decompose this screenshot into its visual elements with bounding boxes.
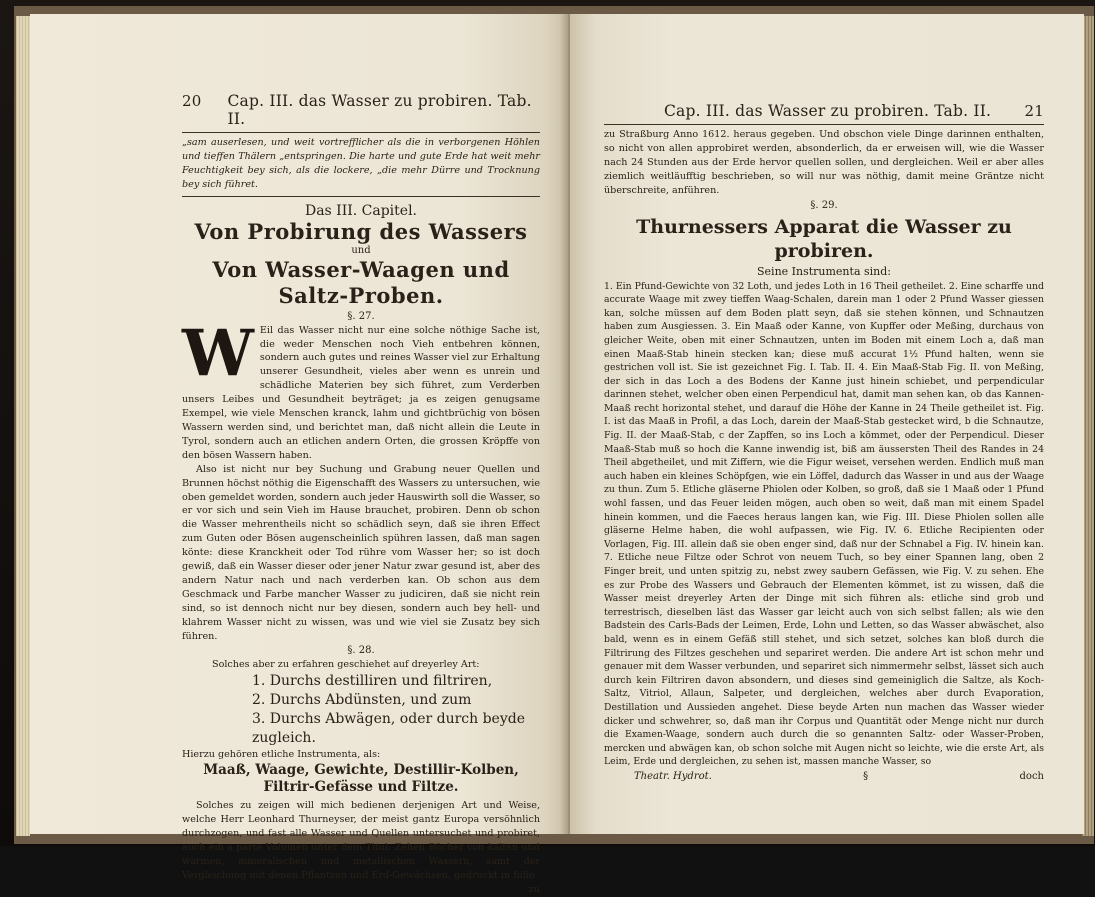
- section-28-heading: §. 28.: [347, 645, 375, 657]
- book: [14, 6, 1094, 895]
- left-running-title: Cap. III. das Wasser zu probiren. Tab. II.: [227, 92, 532, 128]
- section-29-heading: §. 29.: [810, 199, 838, 211]
- right-page-number: 21: [1024, 102, 1044, 120]
- left-running-head: [182, 92, 540, 128]
- right-running-head: [604, 102, 1044, 120]
- instruments-heading: Seine Instrumenta sind:: [757, 264, 891, 278]
- left-intro-quote: „sam auserlesen, und weit vortrefflicher als die in verborgenen Höhlen und tieffen Thälern „entspringen. Die harte und gute Erde hat weit mehr Feuchtigkeit bey sich, als die lockere, „die mehr Dürre und Trocknung bey sich führet.: [182, 137, 540, 190]
- method-list-item: 3. Durchs Abwägen, oder durch beyde zugleich.: [252, 711, 525, 747]
- apparatus-title: Thurnessers Apparat die Wasser zu probiren.: [636, 215, 1012, 262]
- left-fore-edge: [16, 16, 30, 836]
- section-27-heading: §. 27.: [347, 310, 375, 322]
- instruments-intro: Hierzu gehören etliche Instrumenta, als:: [182, 749, 381, 761]
- method-list: [182, 672, 540, 748]
- chapter-title-und: und: [351, 244, 371, 256]
- chapter-title-line2: Von Wasser-Waagen und Saltz-Proben.: [212, 256, 510, 308]
- paragraph-27b: Also ist nicht nur bey Suchung und Grabung neuer Quellen und Brunnen höchst nöthig die Eigenschafft des Wassers zu untersuchen, wie oben gemeldet worden, sondern auch jeder Hauswirth soll die Wasser, so er vor sich und sein Vieh im Hause brauchet, probiren. Denn ob schon die Wasser mehrentheils nicht so schädlich seyn, daß sie ihren Effect zum Guten oder Bösen augenscheinlich spühren lassen, daß man sagen könte: diese Kranckheit oder Tod rühre vom Wasser her; so ist doch gewiß, daß ein Wasser dieser oder jener Natur zwar gesund ist, aber des andern Natur nach und nach verderben kan. Ob schon aus dem Geschmack und Farbe mancher Wasser zu judiciren, daß sie nicht rein sind, so ist dennoch nicht nur bey diesen, sondern auch bey hell- und klahrem Wasser nicht zu wissen, was und wie viel sie Zusatz bey sich führen.: [182, 463, 540, 642]
- chapter-title-line1: Von Probirung des Wassers: [194, 218, 528, 244]
- drop-cap: W: [182, 315, 254, 391]
- left-page-number: 20: [182, 92, 202, 110]
- instruments-list: Maaß, Waage, Gewichte, Destillir-Kolben, Filtrir-Gefässe und Filtze.: [203, 762, 519, 796]
- left-head-rule: [182, 132, 540, 133]
- signature-row: [604, 771, 1044, 782]
- right-running-title: Cap. III. das Wasser zu probiren. Tab. II.: [664, 102, 992, 120]
- right-catchword: doch: [1019, 770, 1044, 782]
- right-page: [570, 14, 1084, 834]
- right-body-text: 1. Ein Pfund-Gewichte von 32 Loth, und jedes Loth in 16 Theil getheilet. 2. Eine scharffe und accurate Waage mit zwey tieffen Waag-Schalen, darein man 1 oder 2 Pfund Wasser giessen kan, solche müssen auf dem Boden platt seyn, daß sie stehen können, und Schnautzen haben zum Ausgiessen. 3. Ein Maaß oder Kanne, von Kupffer oder Meßing, durchaus von gleicher Weite, oben mit einer Schnautzen, unten im Boden mit einem Loch a, daß man einen Maaß-Stab hinein stecken kan; diese muß accurat 1½ Pfund halten, wenn sie gestrichen voll ist. Sie ist gezeichnet Fig. I. Tab. II. 4. Ein Maaß-Stab Fig. II. von Meßing, der sich in das Loch a des Bodens der Kanne just hinein schiebet, und perpendicular darinnen stehet, welcher oben einen Perpendicul hat, damit man sehen kan, ob das Kannen-Maaß recht horizontal stehet, und darauf die Höhe der Kanne in 24 Theile getheilet ist. Fig. I. ist das Maaß in Profil, a das Loch, darein der Maaß-Stab gestecket wird, b die Schnautze, Fig. II. der Maaß-Stab, c der Zapffen, so ins Loch a kömmet, oder der Perpendicul. Dieser Maaß-Stab muß so hoch die Kanne inwendig ist, biß am äussersten Theil des Randes in 24 Theil abgetheilet, und mit Ziffern, wie die Figur weiset, versehen werden. Endlich muß man auch haben ein kleines Schöpfgen, wie ein Löffel, dadurch das Wasser in und aus der Waage zu thun. Zum 5. Etliche gläserne Phiolen oder Kolben, so groß, daß sie 1 Maaß oder 1 Pfund wohl fassen, und das Feuer leiden mögen, auch oben so weit, daß man mit einem Spadel hinein kommen, und die Faeces heraus langen kan, wie Fig. III. Diese Phiolen sollen alle gläserne Helme haben, die wohl aufpassen, wie Fig. IV. 6. Etliche Recipienten oder Vorlagen, Fig. III. allein daß sie oben enger sind, daß nur der Schnabel a Fig. IV. hinein kan. 7. Etliche neue Filtze oder Schrot von neuem Tuch, so bey einer Spannen lang, oben 2 Finger breit, und unten spitzig zu, nebst zwey saubern Gefässen, wie Fig. V. zu sehen. Ehe es zur Probe des Wassers und Gebrauch der Elementen kömmet, ist zu wissen, daß die Wasser meist dreyerley Arten der Dinge mit sich führen als: etliche sind grob und terrestrisch, dieselben läst das Wasser gar leicht auch von sich selbst fallen; als wie den Badstein des Carls-Bads der Leimen, Erde, Lohn und Letten, so das Wasser abwäschet, also bald, wenn es in einem Gefäß still stehet, und sich setzet, solches kan bloß durch die Filtrirung des Filtzes geschehen und separiret werden. Die andere Art ist schon mehr und genauer mit dem Wasser verbunden, und separiret sich nimmermehr selbst, lässet sich auch durch kein Filtriren davon absondern, und dieses sind gemeiniglich die Saltze, als Koch-Saltz, Vitriol, Allaun, Salpeter, und dergleichen, welches aber durch Evaporation, Destillation und Aussieden angehet. Diese beyde Arten nun machen das Wasser wieder dicker und schwehrer, so, daß man ihr Corpus und Quantität oder Menge nicht nur durch die Examen-Waage, sondern auch durch die so genannten Saltz- oder Wasser-Proben, mercken und abwägen kan, ob schon solche mit Augen nicht so leichte, wie die erste Art, als Leim, Erde und dergleichen, zu sehen ist, massen manche Wasser, so: [604, 280, 1044, 768]
- right-top-paragraph: zu Straßburg Anno 1612. heraus gegeben. Und obschon viele Dinge darinnen enthalten, so nicht von allen approbiret werden, absonderlich, da er erweisen will, wie die Wasser nach 24 Stunden aus der Erde hervor quellen sollen, und dergleichen. Weil er aber alles ziemlich weitläufftig beschrieben, so will nur was nöthig, damit meine Gräntze nicht überschreite, anführen.: [604, 129, 1044, 196]
- method-list-item: 2. Durchs Abdünsten, und zum: [252, 692, 472, 709]
- signature-mark: §: [863, 770, 869, 782]
- paragraph-27-text: Eil das Wasser nicht nur eine solche nöthige Sache ist, die weder Menschen noch Vieh entbehren können, sondern auch gutes und reines Wasser viel zur Erhaltung unserer Gesundheit, vieles aber wenn es unrein und schädliche Materien bey sich führet, zum Verderben unsers Leibes und Gesundheit beyträget; ja es zeigen genugsame Exempel, wie viele Menschen kranck, lahm und gichtbrüchig von bösen Wassern werden sind, und berichtet man, daß nicht allein die Leute in Tyrol, sondern auch an etlichen andern Orten, die grossen Kröpffe von den bösen Wassern haben.: [182, 324, 540, 461]
- left-page: [30, 14, 570, 895]
- method-list-item: 1. Durchs destilliren und filtriren,: [252, 673, 493, 690]
- left-quote-rule: [182, 196, 540, 197]
- signature-title: Theatr. Hydrot.: [634, 770, 712, 782]
- paragraph-final: Solches zu zeigen will mich bedienen derjenigen Art und Weise, welche Herr Leonhard Thurneyser, der meist gantz Europa versöhnlich durchzogen, und fast alle Wasser und Quellen untersuchet und probiret, auch ein a parte Volumen unter dem Titul: Zehen Bücher von kalten und warmen, mineralischen und metallischen Wassern, samt der Vergleichung mit denen Pflantzen und Erd-Gewächsen, gedruckt in folio: [182, 800, 540, 881]
- chapter-label: Das III. Capitel.: [304, 202, 418, 219]
- paragraph-28: Solches aber zu erfahren geschiehet auf dreyerley Art:: [212, 659, 480, 671]
- left-catchword: zu: [528, 883, 540, 895]
- right-head-rule: [604, 124, 1044, 125]
